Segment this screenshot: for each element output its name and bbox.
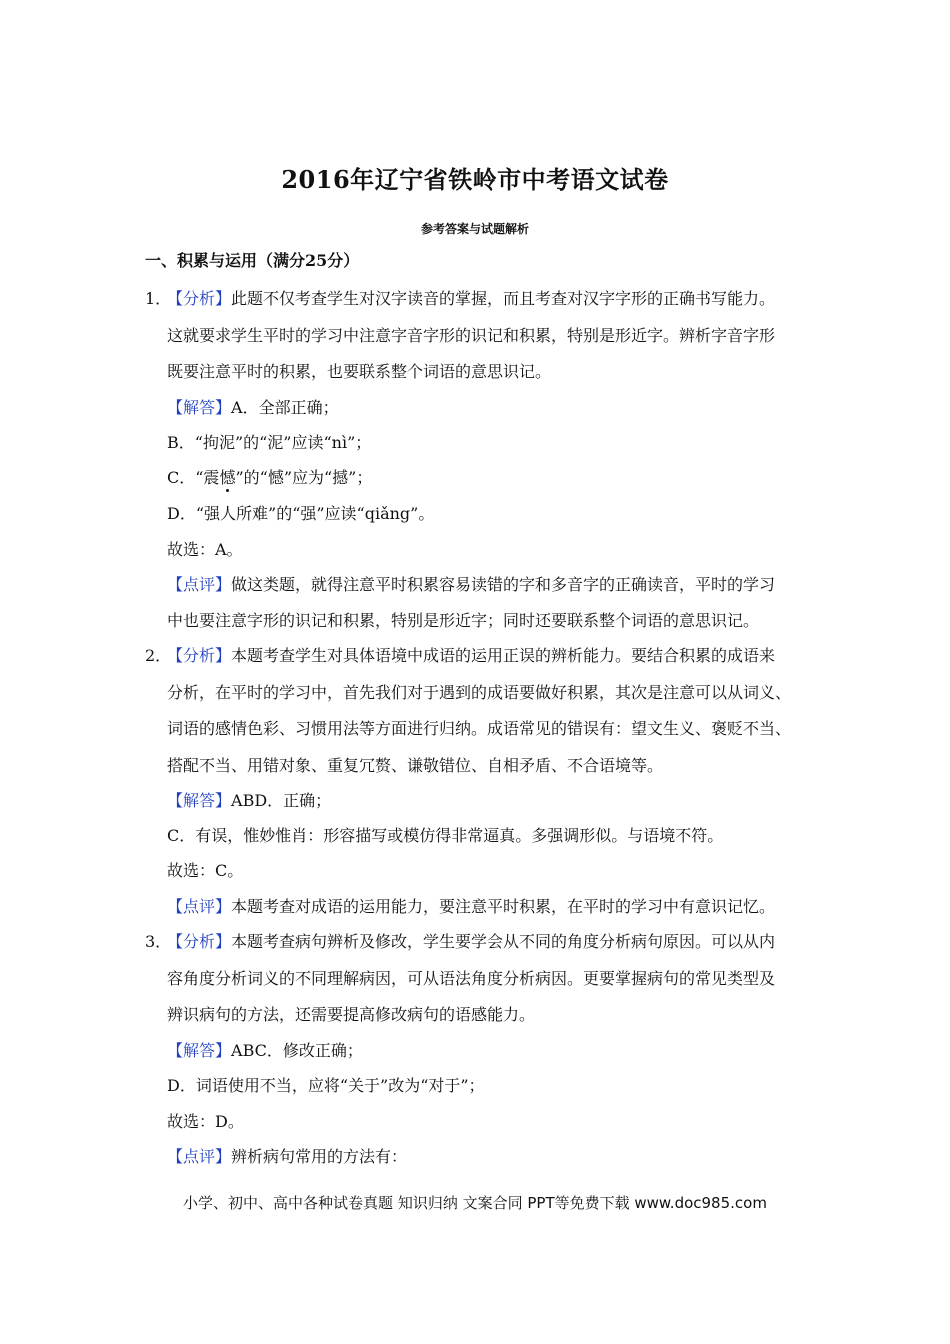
q1-analysis-line-1: 【分析】此题不仅考查学生对汉字读音的掌握，而且考查对汉字字形的正确书写能力。 bbox=[167, 289, 776, 308]
q1-option-c: C．“震憾”的“憾”应为“撼”； bbox=[167, 468, 373, 487]
q2-option-c: C．有误，惟妙惟肖：形容描写或模仿得非常逼真。多强调形似。与语境不符。 bbox=[167, 826, 724, 845]
q3-analysis-line-2: 容角度分析词义的不同理解病因，可从语法角度分析病因。更要掌握病句的常见类型及 bbox=[167, 969, 776, 988]
answer-tag: 【解答】 bbox=[167, 1041, 232, 1060]
answer-tag: 【解答】 bbox=[167, 791, 232, 810]
q3-comment-line: 【点评】辨析病句常用的方法有： bbox=[167, 1147, 408, 1166]
q1-analysis-line-2: 这就要求学生平时的学习中注意字音字形的识记和积累，特别是形近字。辨析字音字形 bbox=[167, 326, 776, 345]
q2-choice: 故选：C。 bbox=[167, 861, 244, 880]
q3-option-d: D．词语使用不当，应将“关于”改为“对于”； bbox=[167, 1076, 485, 1095]
q3-choice: 故选：D。 bbox=[167, 1112, 244, 1131]
analysis-tag: 【分析】 bbox=[167, 289, 232, 308]
q3-analysis-line-3: 辨识病句的方法，还需要提高修改病句的语感能力。 bbox=[167, 1005, 536, 1024]
q3-answer-line: 【解答】ABC．修改正确； bbox=[167, 1041, 363, 1060]
q2-analysis-line-3: 词语的感情色彩、习惯用法等方面进行归纳。成语常见的错误有：望文生义、褒贬不当、 bbox=[167, 719, 792, 738]
q1-option-d: D．“强人所难”的“强”应读“qiǎng”。 bbox=[167, 504, 435, 523]
page-subtitle: 参考答案与试题解析 bbox=[420, 222, 529, 236]
q1-option-b: B．“拘泥”的“泥”应读“nì”； bbox=[167, 433, 372, 452]
q2-comment-line: 【点评】本题考查对成语的运用能力，要注意平时积累，在平时的学习中有意识记忆。 bbox=[167, 897, 776, 916]
page-footer: 小学、初中、高中各种试卷真题 知识归纳 文案合同 PPT等免费下载 www.doc985.com bbox=[183, 1194, 767, 1212]
question-number-3: 3． bbox=[145, 932, 172, 951]
q2-analysis-line-4: 搭配不当、用错对象、重复冗赘、谦敬错位、自相矛盾、不合语境等。 bbox=[167, 756, 664, 775]
q1-choice: 故选：A。 bbox=[167, 540, 243, 559]
q1-comment-line-1: 【点评】做这类题，就得注意平时积累容易读错的字和多音字的正确读音，平时的学习 bbox=[167, 575, 776, 594]
comment-tag: 【点评】 bbox=[167, 897, 232, 916]
q1-analysis-line-3: 既要注意平时的积累，也要联系整个词语的意思识记。 bbox=[167, 362, 552, 381]
comment-tag: 【点评】 bbox=[167, 575, 232, 594]
q1-answer-line: 【解答】A．全部正确； bbox=[167, 398, 339, 417]
page-title: 2016年辽宁省铁岭市中考语文试卷 bbox=[281, 165, 669, 194]
emphasis-dot-char: 憾 bbox=[219, 468, 236, 487]
q2-analysis-line-2: 分析，在平时的学习中，首先我们对于遇到的成语要做好积累，其次是注意可以从词义、 bbox=[167, 683, 792, 702]
question-number-2: 2． bbox=[145, 646, 172, 665]
q3-analysis-line-1: 【分析】本题考查病句辨析及修改，学生要学会从不同的角度分析病句原因。可以从内 bbox=[167, 932, 776, 951]
answer-tag: 【解答】 bbox=[167, 398, 232, 417]
question-number-1: 1． bbox=[145, 289, 172, 308]
analysis-tag: 【分析】 bbox=[167, 646, 232, 665]
comment-tag: 【点评】 bbox=[167, 1147, 232, 1166]
q2-analysis-line-1: 【分析】本题考查学生对具体语境中成语的运用正误的辨析能力。要结合积累的成语来 bbox=[167, 646, 776, 665]
analysis-tag: 【分析】 bbox=[167, 932, 232, 951]
q2-answer-line: 【解答】ABD．正确； bbox=[167, 791, 332, 810]
section-heading: 一、积累与运用（满分25分） bbox=[145, 251, 360, 270]
q1-comment-line-2: 中也要注意字形的识记和积累，特别是形近字；同时还要联系整个词语的意思识记。 bbox=[167, 611, 760, 630]
